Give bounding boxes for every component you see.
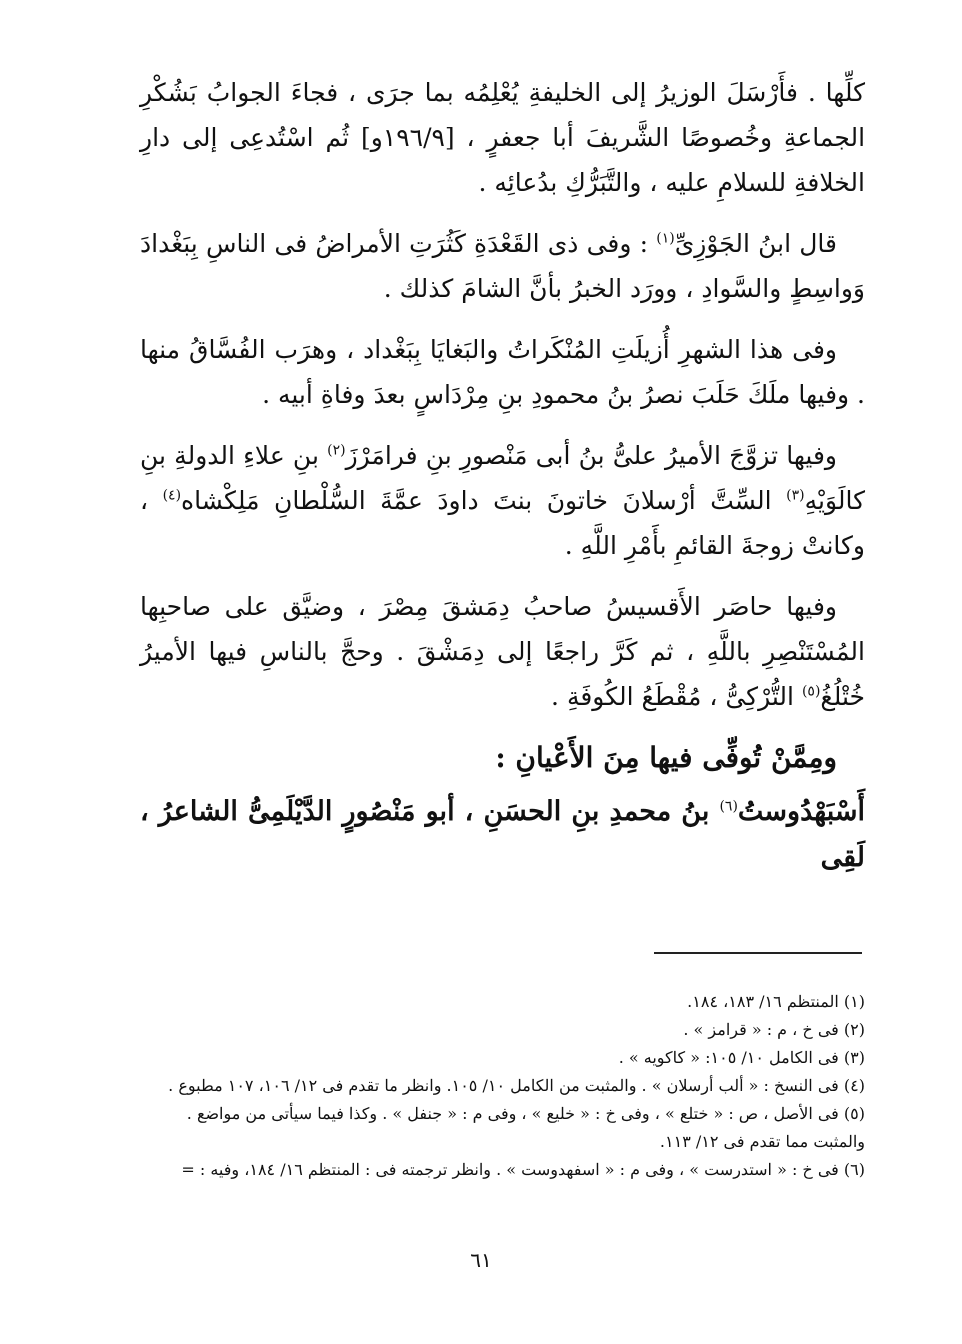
footnote-ref-1: (١) — [656, 230, 675, 247]
paragraph-4-text-d: ، وكانتْ زوجةَ القائمِ بأَمْرِ اللَّهِ . — [140, 486, 865, 560]
page-number: ٦١ — [470, 1248, 492, 1272]
footnote-divider — [654, 952, 862, 954]
paragraph-5-text-b: التُّرْكِىُّ ، مُقْطَعُ الكُوفَةِ . — [551, 682, 802, 711]
paragraph-5-text-a: وفيها حاصَر الأَقسيسُ صاحبُ دِمَشقَ مِصْرَ ، وضيَّق على صاحبِها المُسْتَنْصِرِ باللَّهِ ، ثم كَرَّ راجعًا إلى دِمَشْقَ . وحجَّ بالناسِ فيها الأميرُ خُتْلُغُ — [140, 592, 865, 711]
paragraph-3 — [140, 327, 865, 417]
footnotes — [140, 988, 865, 1184]
paragraph-4 — [140, 433, 865, 568]
main-text — [140, 70, 865, 881]
footnote-2: (٢) فى خ ، م : « قرامز » . — [683, 1020, 865, 1039]
footnote-ref-2: (٢) — [327, 442, 346, 459]
footnote-ref-5: (٥) — [801, 683, 821, 700]
entry-text: بنُ محمدِ بنِ الحسَنِ ، أبو مَنْصُورٍ الدَّيْلَمِىُّ الشاعرُ ، لَقِى — [140, 796, 865, 873]
paragraph-1-line-2: وخُصوصًا الشَّريفَ أبا جعفرٍ ، [١٩٦/٩و] ثُم اسْتُدعِى إلى دارِ الخلافةِ للسلامِ — [140, 123, 865, 197]
paragraph-1-line-1: كلِّها . فأَرْسَلَ الوزيرُ إلى الخليفةِ يُعْلِمُه بما جرَى ، فجاءَ الجوابُ بَشُكْرِ الجماعةِ — [140, 78, 866, 152]
biography-entry — [140, 789, 865, 881]
footnote-ref-3: (٣) — [786, 487, 805, 504]
footnote-ref-6: (٦) — [719, 798, 738, 815]
footnote-ref-4: (٤) — [162, 487, 182, 504]
footnote-6: (٦) فى خ : « استدرست » ، وفى م : « اسفهدوست » . وانظر ترجمته فى : المنتظم ١٦/ ١٨٤، وفيه : = — [181, 1160, 865, 1179]
paragraph-3-text: وفى هذا الشهرِ أُزيلَتِ المُنْكَراتُ والبَغايَا بِبَغْداد ، وهرَب الفُسَّاقُ منها . وفيها ملَكَ حَلَبَ نصرُ بنُ محمودِ بنِ مِرْدَاسٍ بعدَ وفاةِ أبيه . — [140, 335, 865, 409]
paragraph-2-text-a: قال ابنُ الجَوْزِىِّ — [674, 229, 837, 258]
paragraph-4-text-c: السِّتَّ أرْسلانَ خاتونَ بنتَ داودَ عمَّةَ السُّلْطانِ مَلِكْشاه — [181, 486, 787, 515]
paragraph-2-text-b: : وفى ذى القَعْدَةِ كَثُرَتِ الأمراضُ فى الناسِ بِبَغْدادَ وَواسِطٍ والسَّوادِ ، وورَد الخبرُ بأنَّ الشامَ كذلك . — [140, 229, 865, 303]
entry-name: أَسْبَهْدُوستُ — [737, 796, 865, 827]
footnote-3: (٣) فى الكامل ١٠/ ١٠٥: « كاكويه » . — [618, 1048, 865, 1067]
paragraph-1-line-3: عليه ، والتَّبَرُّكِ بدُعائِه . — [478, 168, 710, 197]
section-heading: ومِمَّنْ تُوفِّى فيها مِنَ الأَعْيانِ : — [495, 741, 837, 774]
paragraph-4-text-a: وفيها تزوَّجَ الأميرُ علىُّ بنُ أبى مَنْصورِ بنِ فرامَرْزَ — [345, 441, 837, 470]
footnote-4: (٤) فى النسخ : « ألب أرسلان » . والمثبت من الكامل ١٠/ ١٠٥. وانظر ما تقدم فى ١٢/ ١٠٦، ١٠٧ مطبوع . — [168, 1076, 865, 1095]
paragraph-2 — [140, 221, 865, 311]
paragraph-1 — [140, 70, 865, 205]
footnote-5: (٥) فى الأصل ، ص : « ختلع » ، وفى خ : « خليع » ، وفى م : « جنفل » . وكذا فيما سيأتى من مواضع . — [186, 1104, 865, 1123]
footnote-1: (١) المنتظم ١٦/ ١٨٣، ١٨٤. — [687, 992, 865, 1011]
paragraph-4-text-b: بنِ علاءِ الدولةِ بنِ كالَوَيْهِ — [140, 441, 865, 515]
footnote-5-continuation: والمثبت مما تقدم فى ١٢/ ١١٣. — [659, 1132, 865, 1151]
paragraph-5 — [140, 584, 865, 719]
